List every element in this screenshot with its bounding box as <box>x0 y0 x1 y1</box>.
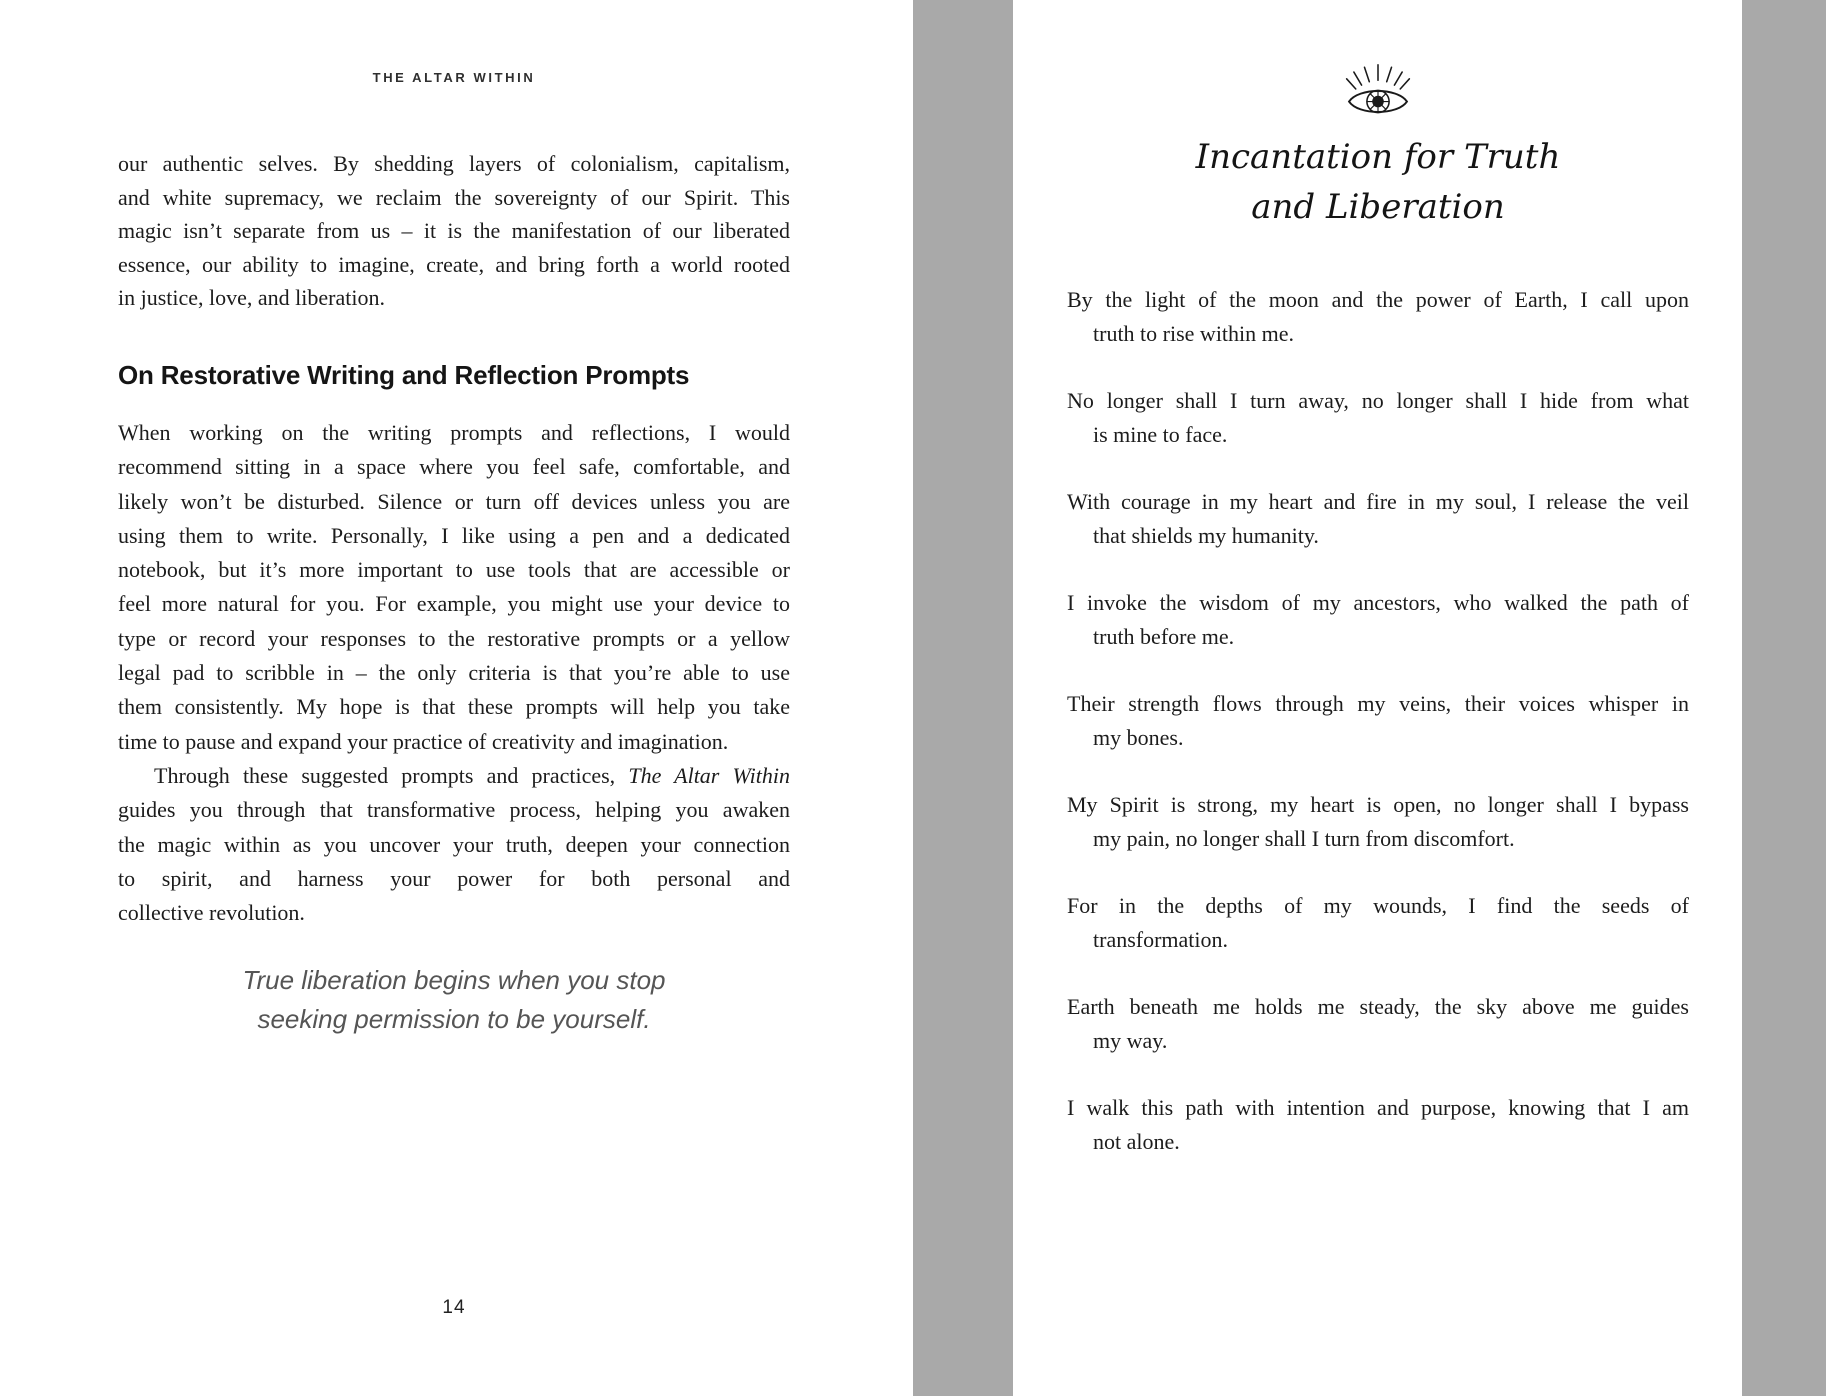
text-line: When working on the writing prompts and reflections, I would <box>118 420 790 445</box>
text-line: seeking permission to be yourself. <box>257 1004 651 1034</box>
stanza-line: My Spirit is strong, my heart is open, no longer shall I bypass <box>1067 792 1689 817</box>
text-line: using them to write. Personally, I like using a pen and a dedicated <box>118 522 790 548</box>
eye-icon-svg <box>1345 60 1411 116</box>
text-line: and Liberation <box>1251 187 1505 227</box>
page-number: 14 <box>442 1297 466 1318</box>
body-paragraph-2 <box>118 416 790 759</box>
text-line: essence, our ability to imagine, create, and bring forth a world rooted <box>118 251 790 277</box>
stanza-line: I invoke the wisdom of my ancestors, who walked the path of <box>1067 590 1689 615</box>
stanza-line: Their strength flows through my veins, their voices whisper in <box>1067 691 1689 716</box>
incantation-stanza <box>1067 586 1689 654</box>
text-line: in justice, love, and liberation. <box>118 285 385 311</box>
stanza-line: my bones. <box>1093 725 1184 750</box>
stanza-line: transformation. <box>1093 927 1229 952</box>
text-line <box>118 759 790 793</box>
incantation-stanza <box>1067 384 1689 452</box>
text-line: collective revolution. <box>118 900 305 926</box>
incantation-stanza <box>1067 990 1689 1058</box>
text-line: guides you through that transformative process, helping you awaken <box>118 797 790 823</box>
text-line: True liberation begins when you stop <box>242 965 666 995</box>
stanza-line: not alone. <box>1093 1129 1180 1154</box>
body-paragraph-3 <box>118 759 790 930</box>
text-line: and white supremacy, we reclaim the sovereignty of our Spirit. This <box>118 184 790 210</box>
incantation-stanza <box>1067 687 1689 755</box>
stanza-line: my way. <box>1093 1028 1168 1053</box>
text-line: them consistently. My hope is that these prompts will help you take <box>118 694 790 720</box>
section-heading: On Restorative Writing and Reflection Prompts <box>118 360 690 390</box>
stanza-line: I walk this path with intention and purpose, knowing that I am <box>1067 1095 1689 1120</box>
text-line: the magic within as you uncover your truth, deepen your connection <box>118 831 790 857</box>
text-line: our authentic selves. By shedding layers of colonialism, capitalism, <box>118 151 790 176</box>
stanza-line: With courage in my heart and fire in my soul, I release the veil <box>1067 489 1689 514</box>
stanza-line: my pain, no longer shall I turn from discomfort. <box>1093 826 1515 851</box>
incantation-stanza <box>1067 889 1689 957</box>
book-title-italic: The Altar Within <box>628 762 790 788</box>
text-line: likely won’t be disturbed. Silence or turn off devices unless you are <box>118 488 790 514</box>
eye-icon <box>1013 60 1742 116</box>
body-paragraph-1 <box>118 147 790 315</box>
incantation-stanza <box>1067 485 1689 553</box>
stanza-line: is mine to face. <box>1093 422 1228 447</box>
body-paragraph-group <box>118 416 790 930</box>
incantation-stanza <box>1067 1091 1689 1159</box>
text-line: type or record your responses to the restorative prompts or a yellow <box>118 625 790 651</box>
text-line: legal pad to scribble in – the only criteria is that you’re able to use <box>118 660 790 686</box>
running-header: THE ALTAR WITHIN <box>372 70 536 85</box>
text-line: Incantation for Truth <box>1195 137 1561 177</box>
incantation-stanza <box>1067 788 1689 856</box>
incantation-stanzas <box>1067 283 1689 1192</box>
paragraph3-pre: Through these suggested prompts and practices, <box>154 762 629 788</box>
text-line: to spirit, and harness your power for both personal and <box>118 865 790 891</box>
text-line: notebook, but it’s more important to use tools that are accessible or <box>118 557 790 583</box>
stanza-line: Earth beneath me holds me steady, the sky above me guides <box>1067 994 1689 1019</box>
text-line: feel more natural for you. For example, you might use your device to <box>118 591 790 617</box>
text-line: magic isn’t separate from us – it is the manifestation of our liberated <box>118 218 790 244</box>
pull-quote <box>118 961 790 1039</box>
stanza-line: truth before me. <box>1093 624 1235 649</box>
text-line: time to pause and expand your practice of creativity and imagination. <box>118 728 729 754</box>
paragraph3-rest <box>118 793 790 930</box>
stanza-line: that shields my humanity. <box>1093 523 1319 548</box>
stanza-line: For in the depths of my wounds, I find the seeds of <box>1067 893 1689 918</box>
stanza-line: By the light of the moon and the power of Earth, I call upon <box>1067 287 1689 312</box>
right-page <box>1013 0 1742 1396</box>
stanza-line: No longer shall I turn away, no longer shall I hide from what <box>1067 388 1689 413</box>
stanza-line: truth to rise within me. <box>1093 321 1295 346</box>
incantation-stanza <box>1067 283 1689 351</box>
text-line: recommend sitting in a space where you feel safe, comfortable, and <box>118 454 790 480</box>
chapter-title <box>1067 132 1689 232</box>
